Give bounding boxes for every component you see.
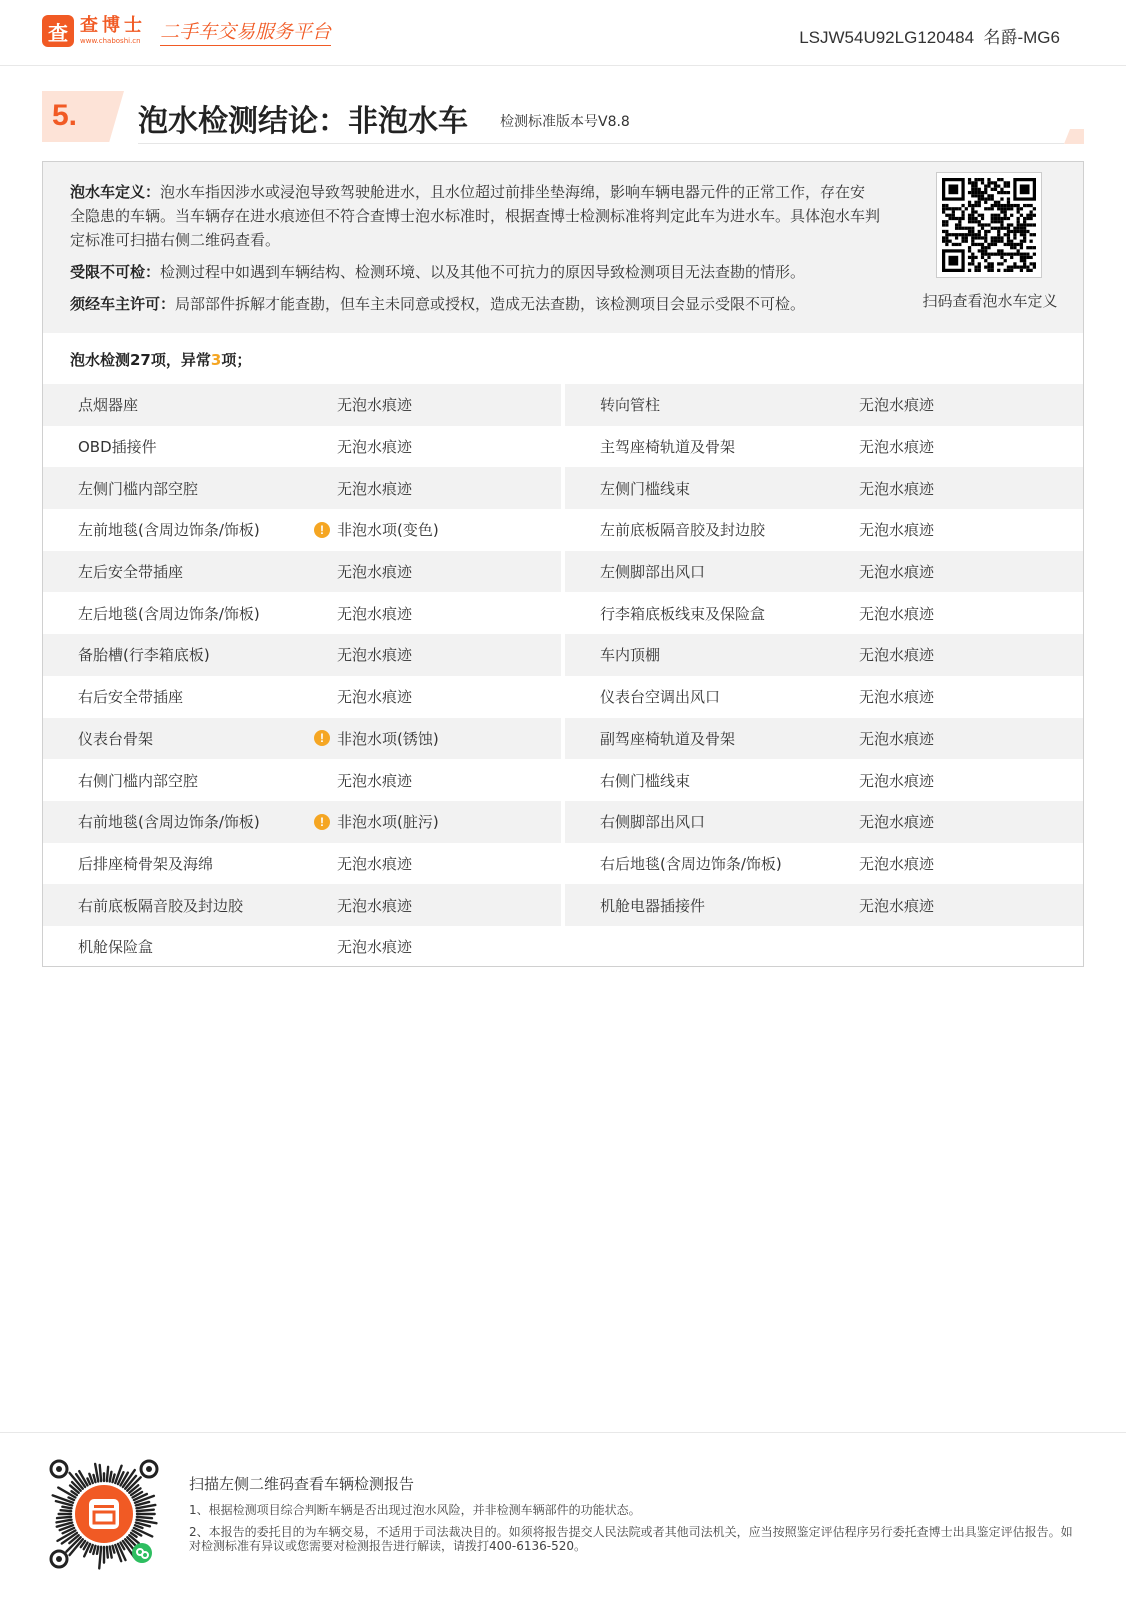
detection-item [565,801,1083,843]
table-row [43,759,1083,801]
item-name: 机舱电器插接件 [600,896,706,915]
detection-item [565,843,1083,885]
definition-restricted: 受限不可检：检测过程中如遇到车辆结构、检测环境、以及其他不可抗力的原因导致检测项目无法查勘的情形。 [70,263,806,281]
detection-item-empty [565,926,1083,968]
item-status: 无泡水痕迹 [859,521,935,540]
detection-item [43,509,561,551]
item-status: 无泡水痕迹 [859,854,935,873]
item-status: 无泡水痕迹 [337,479,413,498]
item-status: 无泡水痕迹 [337,688,413,707]
table-row [43,634,1083,676]
flood-detection-panel [42,161,1084,967]
item-status: 无泡水痕迹 [859,896,935,915]
warning-icon: ! [314,522,330,538]
page-title: 泡水检测结论：非泡水车 [138,104,468,139]
detection-item [565,884,1083,926]
logo-icon: 查 [42,15,74,47]
detection-item [43,884,561,926]
report-footer [0,1432,1126,1600]
detection-item [43,592,561,634]
detection-item [43,801,561,843]
item-name: 点烟器座 [78,396,139,415]
table-row [43,592,1083,634]
table-row [43,509,1083,551]
item-status: 无泡水痕迹 [859,396,935,415]
item-name: 备胎槽(行李箱底板) [78,646,210,665]
item-name: 右侧脚部出风口 [600,813,706,832]
detection-item [565,384,1083,426]
warning-icon: ! [314,814,330,830]
detection-item [43,843,561,885]
detection-item [565,426,1083,468]
brand-logo [42,15,331,47]
item-name: 左侧门槛线束 [600,479,691,498]
definitions-area [43,162,1083,333]
item-status: 无泡水痕迹 [337,438,413,457]
item-name: 左后地毯(含周边饰条/饰板) [78,604,260,623]
item-name: 右侧门槛线束 [600,771,691,790]
detection-item [565,718,1083,760]
item-name: 转向管柱 [600,396,661,415]
detection-item [565,509,1083,551]
warning-icon: ! [314,730,330,746]
report-header [0,0,1126,66]
item-name: 车内顶棚 [600,646,661,665]
table-row [43,676,1083,718]
item-name: 仪表台骨架 [78,729,154,748]
item-status: 无泡水痕迹 [337,604,413,623]
qr-code-icon [942,178,1036,272]
item-status-abnormal: 非泡水项(锈蚀) [337,729,439,748]
table-row [43,718,1083,760]
logo-name: 查博士 [80,15,146,36]
table-row [43,551,1083,593]
item-name: 主驾座椅轨道及骨架 [600,438,736,457]
item-name: 仪表台空调出风口 [600,688,721,707]
item-name: 右后安全带插座 [78,688,184,707]
definitions-text [70,180,880,324]
item-status: 无泡水痕迹 [337,563,413,582]
logo-slogan: 二手车交易服务平台 [160,17,331,46]
item-status: 无泡水痕迹 [337,396,413,415]
detection-item [565,592,1083,634]
item-status: 无泡水痕迹 [859,813,935,832]
detection-item [43,551,561,593]
item-status-abnormal: 非泡水项(变色) [337,521,439,540]
table-row [43,843,1083,885]
item-status: 无泡水痕迹 [859,771,935,790]
detection-item [43,426,561,468]
detection-item [43,759,561,801]
definition-flood-car: 泡水车定义：泡水车指因涉水或浸泡导致驾驶舱进水，且水位超过前排坐垫海绵，影响车辆电器元件的正常工作，存在安全隐患的车辆。当车辆存在进水痕迹但不符合查博士泡水标准时，根据查博士检测标准将判定此车为进水车。具体泡水车判定标准可扫描右侧二维码查看。 [70,183,881,249]
detection-item [43,467,561,509]
table-row [43,801,1083,843]
item-status: 无泡水痕迹 [859,646,935,665]
item-status-abnormal: 非泡水项(脏污) [337,813,439,832]
item-name: 机舱保险盒 [78,938,154,957]
item-status: 无泡水痕迹 [337,896,413,915]
definition-qr-code[interactable] [936,172,1042,278]
detection-item [43,926,561,968]
table-row [43,384,1083,426]
item-name: 右后地毯(含周边饰条/饰板) [600,854,782,873]
table-row [43,426,1083,468]
item-status: 无泡水痕迹 [337,646,413,665]
item-name: 副驾座椅轨道及骨架 [600,729,736,748]
definition-owner-permission: 须经车主许可：局部部件拆解才能查勘，但车主未同意或授权，造成无法查勘，该检测项目会显示受限不可检。 [70,295,806,313]
item-name: 右侧门槛内部空腔 [78,771,199,790]
item-name: 右前底板隔音胶及封边胶 [78,896,244,915]
detection-item [565,676,1083,718]
section-number: 5. [52,99,78,132]
title-corner-decoration [1064,129,1084,144]
footer-note-2: 2、本报告的委托目的为车辆交易，不适用于司法裁决目的。如须将报告提交人民法院或者其他司法机关，应当按照鉴定评估程序另行委托查博士出具鉴定评估报告。如对检测标准有异议或您需要对检测报告进行解读，请拨打400-6136-520。 [189,1525,1073,1553]
vehicle-id: LSJW54U92LG120484 名爵-MG6 [799,28,1060,47]
abnormal-count: 3 [210,351,222,369]
item-status: 无泡水痕迹 [859,604,935,623]
detection-items-grid [43,384,1083,968]
item-name: 左侧门槛内部空腔 [78,479,199,498]
qr-caption: 扫码查看泡水车定义 [922,292,1058,310]
title-divider [138,143,1064,144]
report-mini-program-code[interactable] [45,1455,163,1573]
detection-item [43,634,561,676]
item-status: 无泡水痕迹 [859,729,935,748]
item-name: 右前地毯(含周边饰条/饰板) [78,813,260,832]
detection-item [43,384,561,426]
item-name: 左前地毯(含周边饰条/饰板) [78,521,260,540]
standard-version: 检测标准版本号V8.8 [500,114,630,130]
detection-summary: 泡水检测27项，异常3项； [70,351,252,369]
item-name: OBD插接件 [78,438,157,457]
footer-note-1: 1、根据检测项目综合判断车辆是否出现过泡水风险，并非检测车辆部件的功能状态。 [189,1503,641,1517]
logo-url: www.chaboshi.cn [80,37,141,45]
item-status: 无泡水痕迹 [337,854,413,873]
detection-item [565,759,1083,801]
item-name: 左侧脚部出风口 [600,563,706,582]
detection-item [565,634,1083,676]
mini-program-code-icon [45,1455,163,1573]
item-status: 无泡水痕迹 [337,938,413,957]
item-name: 左后安全带插座 [78,563,184,582]
item-status: 无泡水痕迹 [859,479,935,498]
item-status: 无泡水痕迹 [859,438,935,457]
table-row [43,926,1083,968]
footer-title: 扫描左侧二维码查看车辆检测报告 [189,1475,415,1493]
item-name: 左前底板隔音胶及封边胶 [600,521,766,540]
item-status: 无泡水痕迹 [859,563,935,582]
item-status: 无泡水痕迹 [859,688,935,707]
detection-item [43,718,561,760]
detection-item [565,467,1083,509]
item-name: 行李箱底板线束及保险盒 [600,604,766,623]
table-row [43,467,1083,509]
item-name: 后排座椅骨架及海绵 [78,854,214,873]
detection-item [43,676,561,718]
item-status: 无泡水痕迹 [337,771,413,790]
table-row [43,884,1083,926]
section-title [42,91,1084,144]
detection-item [565,551,1083,593]
